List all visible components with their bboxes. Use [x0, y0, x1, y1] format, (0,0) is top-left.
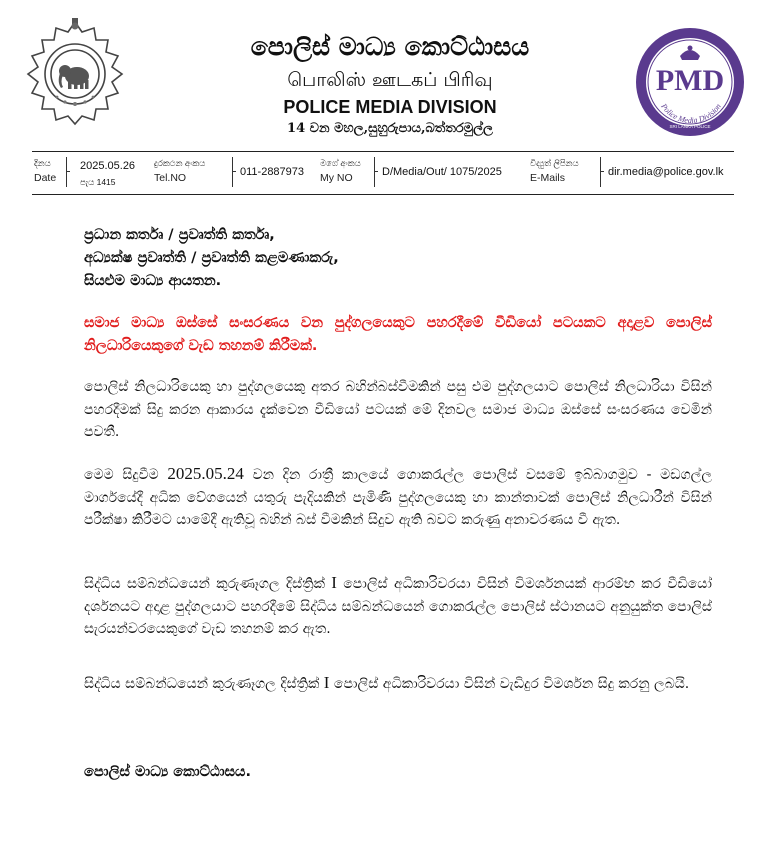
pmd-logo-text: PMD	[655, 64, 725, 97]
myno-cell	[320, 152, 530, 194]
paragraph-2-pre: මෙම සිදුවීම	[84, 467, 168, 483]
recipient-line: ප්‍රධාන කර්තෘ / ප්‍රවෘත්ති කර්තෘ,	[84, 227, 275, 243]
myno-label-si: මගේ අංකය	[320, 158, 361, 168]
recipients	[84, 224, 712, 293]
paragraph-3	[84, 572, 712, 641]
myno-brace	[368, 157, 375, 187]
incident-date: 2025.05.24	[167, 464, 244, 483]
email-label-si: විද්‍යුත් ලිපිනය	[530, 158, 579, 168]
date-value: 2025.05.26	[80, 160, 136, 172]
title-sinhala: පොලිස් මාධ්‍ය කොට්ඨාසය	[250, 32, 530, 61]
title-english: POLICE MEDIA DIVISION	[283, 97, 497, 117]
paragraph-3-post: පොලිස් අධිකාරිවරයා විසින් විමර්ශනයක් ආරම්භ කර වීඩියෝ දර්ශනයට අදාළ පුද්ගලයාට පහරදීමේ සිද්ධිය සම්බන්ධයෙන් ගොකරැල්ල පොලිස් ස්ථානයට අනුයුක්ත පොලිස් සැරයන්වරයෙකුගේ වැඩ තහනම් කර ඇත.	[84, 576, 712, 637]
date-brace	[60, 157, 67, 187]
info-bar	[32, 151, 734, 195]
recipient-line: සියළුම මාධ්‍ය ආයතන.	[84, 273, 222, 289]
myno-label-en: My NO	[320, 172, 353, 184]
tel-cell	[152, 152, 312, 194]
date-cell	[32, 152, 152, 194]
title-tamil: பொலிஸ் ஊடகப் பிரிவு	[287, 69, 493, 91]
email-cell	[530, 152, 734, 194]
tel-value: 011-2887973	[240, 166, 305, 178]
pmd-logo-sub: SRI LANKA POLICE	[669, 124, 711, 129]
paragraph-4-post: පොලිස් අධිකාරිවරයා විසින් වැඩිදුර විමර්ශන සිදු කරනු ලබයි.	[329, 676, 690, 692]
paragraph-4	[84, 672, 712, 696]
email-label-en: E-Mails	[530, 172, 566, 184]
time-value: පැය 1415	[80, 177, 116, 187]
paragraph-3-pre: සිද්ධිය සම්බන්ධයෙන් කුරුණෑගල දිස්ත්‍රික්	[84, 576, 332, 592]
division-roman: I	[331, 573, 337, 592]
address: 14 වන මහල,සුහුරුපාය,බත්තරමුල්ල	[287, 121, 493, 136]
tel-brace	[226, 157, 233, 187]
email-brace	[594, 157, 601, 187]
subject-line: සමාජ මාධ්‍ය ඔස්සේ සංසරණය වන පුද්ගලයෙකුට පහරදීමේ වීඩියෝ පටයකට අදාළව පොලිස් නිලධාරියෙකුගේ වැඩ තහනම් කිරීමක්.	[84, 315, 712, 354]
pmd-logo-icon	[634, 26, 746, 138]
date-label-si: දිනය	[34, 158, 51, 168]
tel-label-si: දුරකථන අංකය	[154, 158, 206, 168]
pmd-logo-ring-text: Police Media Division	[659, 102, 723, 126]
paragraph-1: පොලිස් නිලධාරියෙකු හා පුද්ගලයෙකු අතර බහින්බස්වීමකින් පසු එම පුද්ගලයාට පොලිස් නිලධාරියා විසින් පහරදීමක් සිදු කරන ආකාරය දැක්වෙන වීඩියෝ පටයක් මේ දිනවල සමාජ මාධ්‍ය ඔස්සේ සංසරණය වෙමින් පවතී.	[84, 379, 712, 440]
division-roman: I	[323, 673, 330, 692]
email-value: dir.media@police.gov.lk	[608, 166, 724, 178]
tel-label-en: Tel.NO	[154, 172, 187, 184]
letterhead	[0, 0, 765, 150]
paragraph-2-post: වන දින රාත්‍රී කාලයේ ගොකරැල්ල පොලිස් වසමේ ඉබ්බාගමුව - මඩගල්ල මාර්ගයේදී අධික වේගයෙන් යතුරු පැදියකින් පැමිණි පුද්ගලයෙකු හා කාන්තාවක් පොලිස් නිලධාරීන් විසින් පරීක්ෂා කිරීමට යාමේදී ඇතිවූ බහින් බස් වීමකින් සිදුව ඇති බවට කරුණු අනාවරණය වී ඇත.	[84, 467, 712, 528]
paragraph-2	[84, 463, 712, 532]
recipient-line: අධ්‍යක්ෂ ප්‍රවෘත්ති / ප්‍රවෘත්ති කළමණාකරු,	[84, 250, 339, 266]
date-label-en: Date	[34, 172, 57, 184]
title-block	[160, 30, 620, 138]
myno-value: D/Media/Out/ 1075/2025	[382, 166, 502, 178]
signature: පොලිස් මාධ්‍ය කොට්ඨාසය.	[84, 764, 251, 780]
police-crest-icon	[20, 16, 130, 126]
paragraph-4-pre: සිද්ධිය සම්බන්ධයෙන් කුරුණෑගල දිස්ත්‍රික්	[84, 676, 324, 692]
